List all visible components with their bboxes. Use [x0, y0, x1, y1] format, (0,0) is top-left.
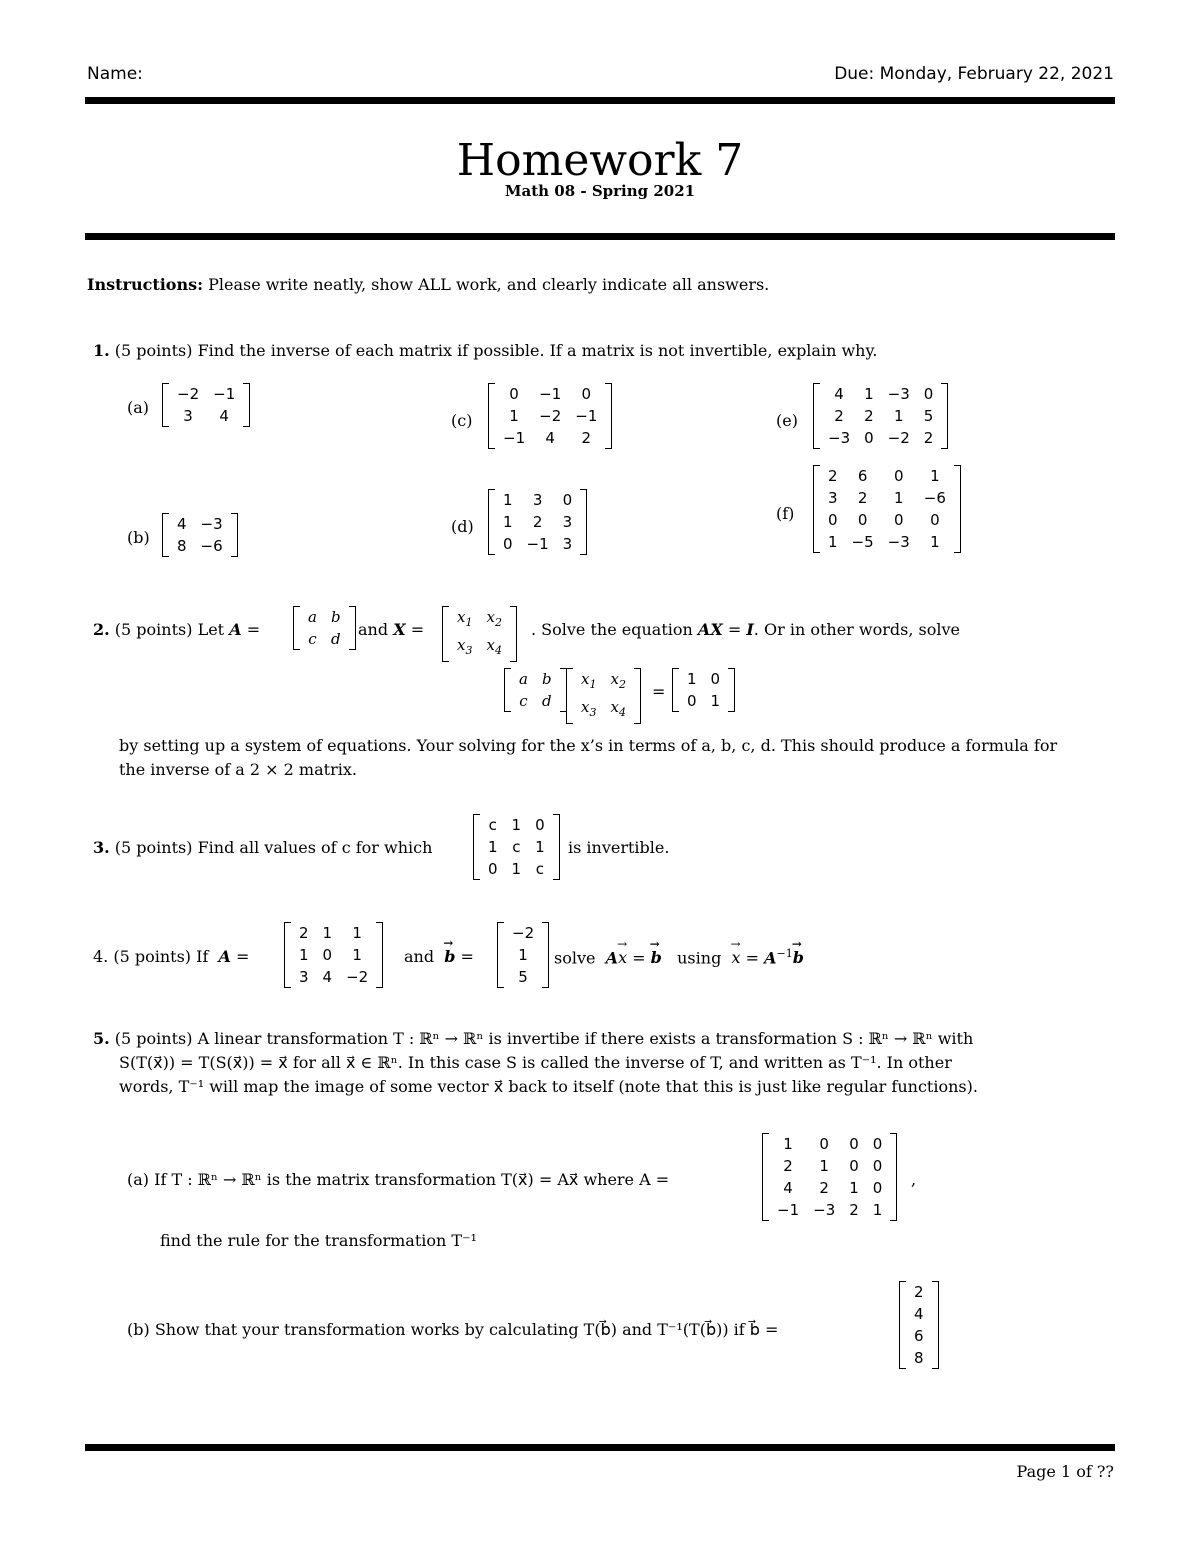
q2-eq-A: a b c d	[504, 668, 567, 712]
matrix-entry: 0	[581, 385, 592, 403]
q3-matrix	[473, 814, 560, 880]
matrix-entry: 1	[849, 1179, 859, 1197]
matrix-entry: 0	[930, 511, 940, 529]
matrix-entry: 2	[857, 489, 868, 507]
instructions-label: Instructions:	[87, 275, 204, 294]
q1-text: (5 points) Find the inverse of each matrix if possible. If a matrix is not invertible, explain why.	[114, 341, 878, 360]
matrix-entry: 1	[819, 1157, 829, 1175]
matrix-entry: 1	[511, 816, 522, 834]
q1-part-matrix	[813, 383, 948, 449]
matrix-entry: 1	[872, 1201, 883, 1219]
matrix-entry: −1	[526, 535, 549, 553]
instructions-text: Please write neatly, show ALL work, and clearly indicate all answers.	[208, 275, 770, 294]
top-rule	[85, 97, 1115, 104]
matrix-entry: 2	[849, 1201, 859, 1219]
page-subtitle: Math 08 - Spring 2021	[504, 182, 696, 200]
q2-solve-text: . Solve the equation AX = I. Or in other words, solve	[531, 620, 960, 639]
q2-matrix-X: $x_1$ $x_2$ $x_3$ $x_4$	[442, 606, 517, 662]
q5-line1: 5. (5 points) A linear transformation T : ℝⁿ → ℝⁿ is invertibe if there exists a transformation S : ℝⁿ → ℝⁿ with	[93, 1029, 974, 1048]
matrix-entry: 3	[562, 513, 573, 531]
q2-number: 2.	[93, 620, 110, 639]
matrix-entry: 5	[518, 968, 528, 986]
matrix-entry: 4	[177, 515, 187, 533]
matrix-entry: 2	[914, 1283, 924, 1301]
q4-matrix-A	[284, 922, 383, 988]
q2-let: Let	[197, 620, 225, 639]
matrix-entry: 4	[545, 429, 555, 447]
q4-solve: solve A→ x = → b $using \to x = A^{-1}\to b$	[554, 947, 804, 967]
q5a-comma: ,	[911, 1170, 917, 1189]
matrix-entry: 4	[834, 385, 844, 403]
q1-prompt	[93, 341, 877, 360]
matrix-entry: 1	[535, 838, 545, 856]
matrix-entry: −3	[813, 1201, 836, 1219]
footer-rule	[85, 1444, 1115, 1451]
matrix-entry: −2	[346, 968, 369, 986]
matrix-entry: 0	[828, 511, 838, 529]
matrix-entry: −3	[887, 385, 910, 403]
matrix-entry: 4	[783, 1179, 793, 1197]
q2-points: (5 points)	[114, 620, 193, 639]
matrix-entry: 1	[509, 407, 519, 425]
matrix-entry: 3	[299, 968, 309, 986]
matrix-entry: c	[512, 838, 521, 856]
matrix-entry: 1	[511, 860, 522, 878]
q5-line3: words, T⁻¹ will map the image of some vector x⃗ back to itself (note that this is just like regular functions).	[119, 1077, 978, 1096]
matrix-entry: −3	[887, 533, 910, 551]
matrix-entry: 1	[893, 407, 904, 425]
matrix-entry: 1	[893, 489, 904, 507]
q1-part-matrix	[488, 383, 612, 449]
matrix-entry: 2	[783, 1157, 793, 1175]
q3-tail: is invertible.	[568, 838, 670, 857]
q1-part-matrix	[488, 489, 587, 555]
q2-line3: the inverse of a 2 × 2 matrix.	[119, 760, 357, 779]
matrix-entry: 0	[849, 1157, 859, 1175]
q2-prompt: 2. (5 points) Let A =	[93, 620, 261, 639]
q1-part-label: (d)	[451, 517, 474, 536]
matrix-entry: c	[488, 816, 497, 834]
matrix-entry: 1	[864, 385, 874, 403]
matrix-entry: 1	[352, 946, 362, 964]
matrix-entry: 0	[872, 1179, 883, 1197]
q2-matrix-A: a b c d	[293, 606, 356, 650]
q4-and-b: and → b =	[404, 947, 474, 966]
q1-part-matrix	[162, 513, 238, 557]
matrix-entry: −6	[923, 489, 946, 507]
matrix-entry: 0	[893, 511, 904, 529]
q4-prompt: 4. (5 points) If A =	[93, 947, 250, 966]
q2-eq-X: $x_1$ $x_2$ $x_3$ $x_4$	[566, 668, 641, 724]
matrix-entry: 0	[503, 535, 513, 553]
matrix-entry: 8	[914, 1349, 924, 1367]
matrix-entry: 1	[488, 838, 498, 856]
matrix-entry: −2	[177, 385, 200, 403]
q1-part-matrix	[162, 383, 250, 427]
matrix-entry: −1	[213, 385, 236, 403]
matrix-entry: 1	[783, 1135, 793, 1153]
q5b-prompt: (b) Show that your transformation works by calculating T(b⃗) and T⁻¹(T(b⃗)) if b⃗ =	[127, 1320, 779, 1339]
matrix-entry: 3	[828, 489, 838, 507]
matrix-entry: −1	[575, 407, 598, 425]
matrix-entry: 3	[562, 535, 573, 553]
matrix-entry: 5	[923, 407, 934, 425]
q1-part-label: (c)	[451, 411, 473, 430]
matrix-entry: 8	[177, 537, 187, 555]
matrix-entry: −2	[512, 924, 535, 942]
instructions	[87, 275, 769, 294]
matrix-entry: 4	[219, 407, 229, 425]
matrix-entry: 6	[857, 467, 868, 485]
matrix-entry: −5	[851, 533, 874, 551]
q4-vector-b	[497, 922, 549, 988]
matrix-entry: 4	[322, 968, 333, 986]
q5-line2: S(T(x⃗)) = T(S(x⃗)) = x⃗ for all x⃗ ∈ ℝⁿ. In this case S is called the inverse of T, and written as T⁻¹. In other	[119, 1053, 952, 1072]
matrix-entry: 0	[509, 385, 519, 403]
q1-part-label: (e)	[776, 411, 798, 430]
matrix-entry: 0	[864, 429, 874, 447]
matrix-entry: −3	[828, 429, 851, 447]
title-rule	[85, 233, 1115, 240]
page-number: Page 1 of ??	[1016, 1462, 1114, 1481]
matrix-entry: 1	[930, 533, 940, 551]
q5a-follow: find the rule for the transformation T⁻¹	[160, 1231, 477, 1250]
q5b-vector-b	[899, 1281, 939, 1369]
matrix-entry: 0	[488, 860, 498, 878]
due-date: Due: Monday, February 22, 2021	[834, 64, 1114, 84]
matrix-entry: 0	[923, 385, 934, 403]
matrix-entry: 2	[828, 467, 838, 485]
matrix-entry: −1	[539, 385, 562, 403]
matrix-entry: −1	[777, 1201, 800, 1219]
matrix-entry: 1	[518, 946, 528, 964]
matrix-entry: 1	[828, 533, 838, 551]
q1-part-label: (f)	[776, 504, 795, 523]
matrix-entry: 0	[857, 511, 868, 529]
matrix-entry: 0	[849, 1135, 859, 1153]
q2-line2: by setting up a system of equations. Your solving for the x’s in terms of a, b, c, d. This should produce a formula for	[119, 736, 1058, 755]
matrix-entry: 2	[299, 924, 309, 942]
matrix-entry: 2	[864, 407, 874, 425]
matrix-entry: 3	[532, 491, 543, 509]
matrix-entry: 2	[819, 1179, 829, 1197]
matrix-entry: 1	[503, 513, 513, 531]
matrix-entry: 0	[893, 467, 904, 485]
matrix-entry: 1	[299, 946, 309, 964]
matrix-entry: −2	[887, 429, 910, 447]
matrix-entry: 0	[562, 491, 573, 509]
matrix-entry: 1	[352, 924, 362, 942]
matrix-entry: 1	[322, 924, 333, 942]
q2-and-X: and X =	[358, 620, 425, 639]
q5a-matrix-A	[762, 1133, 897, 1221]
page-title: Homework 7	[456, 135, 744, 186]
q2-eq-sign: =	[652, 682, 666, 701]
q3-prompt: 3. (5 points) Find all values of c for which	[93, 838, 433, 857]
q1-part-label: (a)	[127, 398, 150, 417]
matrix-entry: −3	[200, 515, 223, 533]
q5a-prompt: (a) If T : ℝⁿ → ℝⁿ is the matrix transformation T(x⃗) = Ax⃗ where A =	[127, 1170, 670, 1189]
matrix-entry: 3	[183, 407, 193, 425]
matrix-entry: c	[535, 860, 544, 878]
matrix-entry: 2	[581, 429, 592, 447]
matrix-entry: 0	[535, 816, 545, 834]
matrix-entry: 6	[914, 1327, 924, 1345]
matrix-entry: 4	[914, 1305, 924, 1323]
matrix-entry: 0	[322, 946, 333, 964]
matrix-entry: −2	[539, 407, 562, 425]
q1-part-label: (b)	[127, 528, 150, 547]
matrix-entry: −1	[503, 429, 526, 447]
matrix-entry: 2	[923, 429, 934, 447]
matrix-entry: 1	[503, 491, 513, 509]
q1-part-matrix	[813, 465, 961, 553]
name-label: Name:	[87, 64, 143, 84]
matrix-entry: 0	[872, 1157, 883, 1175]
matrix-entry: −6	[200, 537, 223, 555]
matrix-entry: 0	[872, 1135, 883, 1153]
matrix-entry: 1	[930, 467, 940, 485]
q2-eq-I: 1 0 0 1	[672, 668, 735, 712]
matrix-entry: 2	[834, 407, 844, 425]
matrix-entry: 0	[819, 1135, 829, 1153]
q1-number: 1.	[93, 341, 110, 360]
matrix-entry: 2	[532, 513, 543, 531]
